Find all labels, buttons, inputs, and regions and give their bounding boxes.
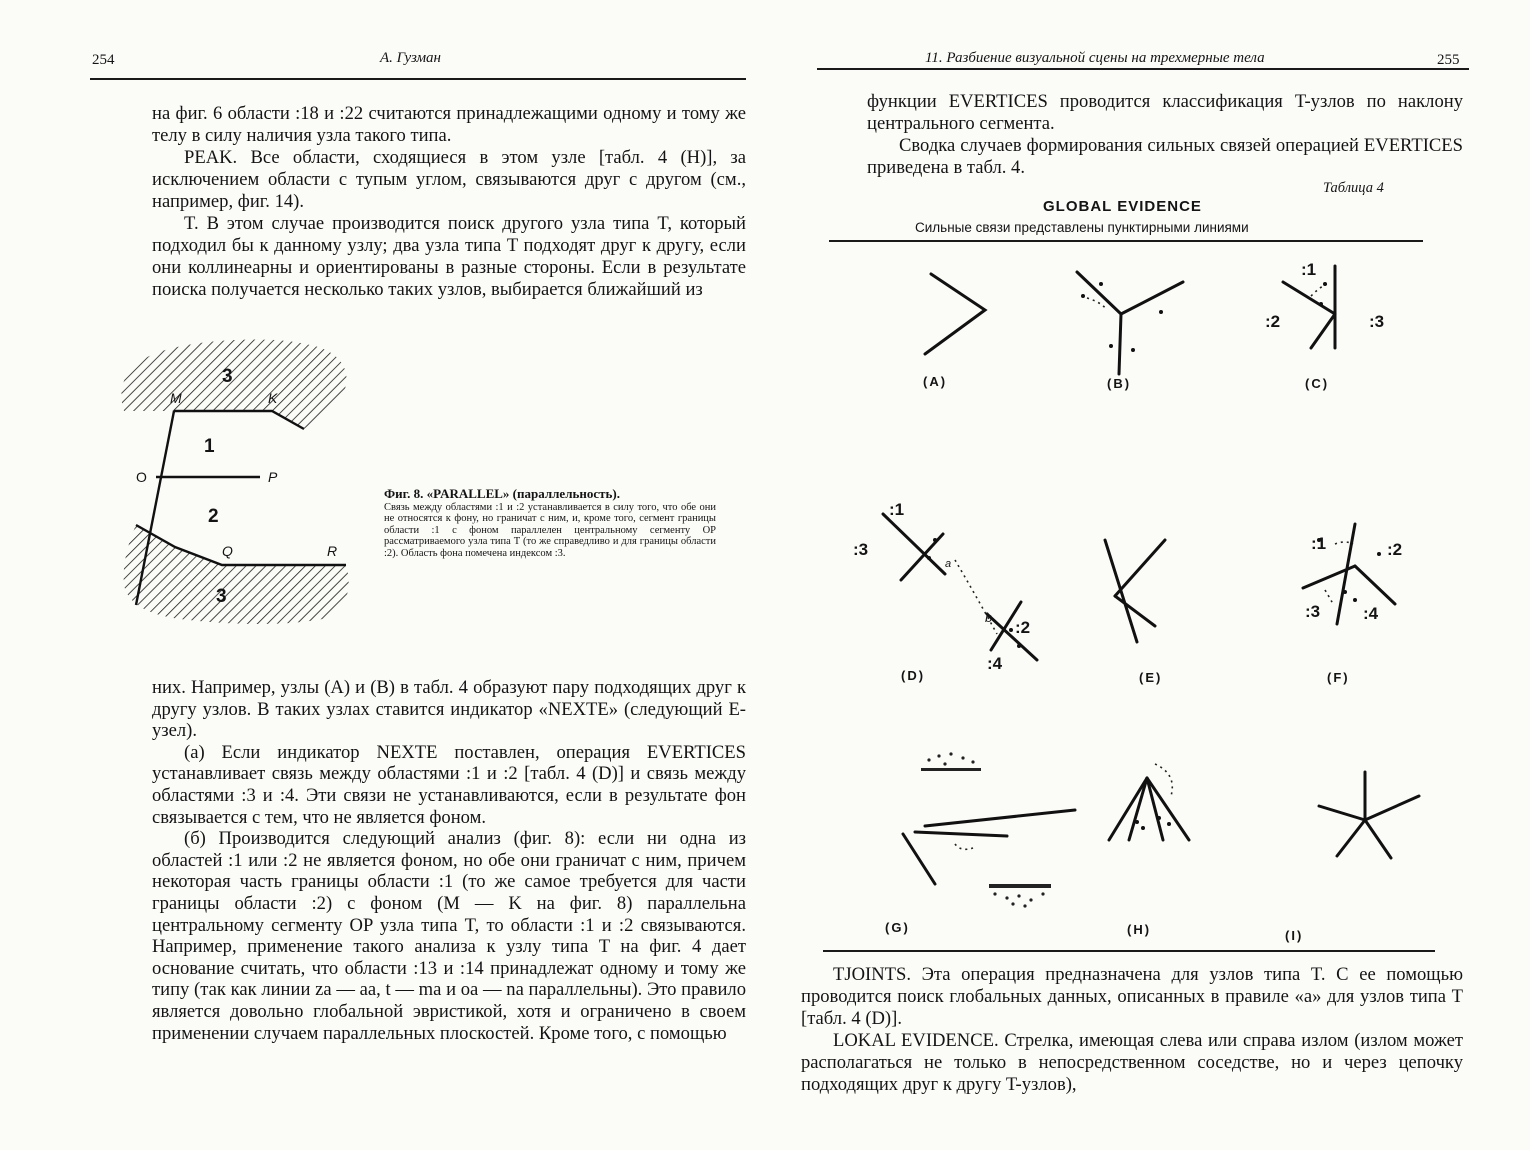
region-dot	[1009, 628, 1013, 632]
table-title: GLOBAL EVIDENCE	[1043, 198, 1202, 215]
point-label: O	[136, 469, 147, 485]
paragraph: TJOINTS. Эта операция предназначена для узлов типа T. С ее помощью проводится поиск глобальных данных, описанных в правиле «а» для узлов типа T [табл. 4 (D)].	[801, 964, 1463, 1029]
region-label: :3	[853, 540, 869, 559]
paragraph: функции EVERTICES проводится классификация T-узлов по наклону центрального сегмента.	[867, 91, 1463, 134]
region-label: 3	[216, 586, 227, 607]
region-dot	[1017, 644, 1021, 648]
paragraph: (а) Если индикатор NEXTE поставлен, операция EVERTICES устанавливает связь между областями :1 и :2 [табл. 4 (D)] и связь между областями :3 и :4. Эти связи не устанавливаются, если в результате фон связывается с тем, что не является фоном.	[152, 741, 746, 828]
region-label: 3	[222, 366, 233, 387]
cell-caption: (B)	[1107, 376, 1132, 391]
region-dot	[1159, 310, 1163, 314]
region-dot	[927, 556, 931, 560]
junction-g	[903, 810, 1075, 884]
junction-h	[1109, 778, 1189, 840]
region-dot	[1319, 302, 1323, 306]
region-label: 1	[204, 436, 215, 457]
point-label: P	[268, 469, 278, 485]
junction-d	[883, 514, 1037, 660]
region-dot	[933, 538, 937, 542]
region-label: :3	[1305, 602, 1321, 621]
table-bottom-rule	[823, 950, 1435, 952]
region-dot	[1141, 826, 1145, 830]
hatched-region-bottom	[124, 525, 349, 624]
point-label: M	[170, 390, 182, 406]
header-rule	[90, 78, 746, 80]
running-header: 11. Разбиение визуальной сцены на трехмерные тела	[925, 50, 1265, 66]
region-dot	[1323, 282, 1327, 286]
region-label: :1	[1311, 534, 1327, 553]
junction-a	[925, 274, 985, 354]
region-dot	[1157, 816, 1161, 820]
point-label: K	[268, 390, 278, 406]
cell-caption: (G)	[885, 920, 910, 935]
paragraph: Сводка случаев формирования сильных связей операцией EVERTICES приведена в табл. 4.	[867, 135, 1463, 178]
region-dot	[1099, 282, 1103, 286]
paragraph: T. В этом случае производится поиск другого узла типа T, который подходил бы к данному узлу; два узла типа T подходят друг к другу, если они коллинеарны и ориентированы в разные стороны. Если в результате поиска получается несколько таких узлов, выбирается ближайший из	[152, 213, 746, 300]
junction-e	[1105, 540, 1165, 642]
page-number: 255	[1437, 52, 1460, 68]
text-block-top	[867, 91, 1463, 179]
cell-caption: (C)	[1305, 376, 1330, 391]
text-block-bottom	[152, 677, 746, 1044]
table-top-rule	[829, 240, 1423, 242]
paragraph: LOKAL EVIDENCE. Стрелка, имеющая слева или справа излом (излом может располагаться не только в непосредственном соседстве, но и через цепочку подходящих друг к другу T-узлов),	[801, 1030, 1463, 1095]
cell-caption: (F)	[1327, 670, 1350, 685]
paragraph: них. Например, узлы (A) и (B) в табл. 4 образуют пару подходящих друг к другу узлов. В таких узлах ставится индикатор «NEXTE» (следующий E-узел).	[152, 677, 746, 742]
region-dot	[1081, 294, 1085, 298]
cell-caption: (I)	[1285, 928, 1304, 943]
region-label: b	[985, 610, 993, 625]
junction-table	[825, 244, 1485, 950]
region-dot	[1377, 552, 1381, 556]
region-label: :1	[889, 500, 905, 519]
region-dot	[1167, 822, 1171, 826]
caption-text: Связь между областями :1 и :2 устанавливается в силу того, что обе они не относятся к фону, но граничат с ним, и, кроме того, сегмент границы области :1 с фоном параллелен центральному сегменту OP рассматриваемого узла типа T (то же справедливо и для границы области :2). Область фона помечена индексом :3.	[384, 501, 716, 559]
region-dot	[1343, 590, 1347, 594]
paragraph: PEAK. Все области, сходящиеся в этом узле [табл. 4 (H)], за исключением области с тупым углом, связываются друг с другом (см., например, фиг. 14).	[152, 147, 746, 212]
region-dot	[1109, 344, 1113, 348]
strong-link	[1325, 590, 1333, 604]
figure-caption	[384, 488, 716, 560]
region-label: :4	[987, 654, 1003, 673]
region-label: :2	[1015, 618, 1031, 637]
header-rule	[817, 68, 1469, 70]
right-page	[765, 0, 1530, 1150]
point-label: R	[327, 543, 338, 559]
strong-link	[955, 844, 973, 849]
cell-caption: (D)	[901, 668, 926, 683]
junction-b	[1077, 272, 1183, 374]
page-number: 254	[92, 52, 115, 68]
stipple-texture	[921, 752, 1051, 907]
region-label: 2	[208, 506, 219, 527]
text-block-bottom	[801, 964, 1463, 1096]
region-label: :2	[1265, 312, 1281, 331]
region-label: :4	[1363, 604, 1379, 623]
cell-caption: (A)	[923, 374, 948, 389]
paragraph: (б) Производится следующий анализ (фиг. 8): если ни одна из областей :1 или :2 не является фоном, но обе они граничат с ним, причем некоторая часть границы области :1 (то же самое требуется для части границы области :2) с фоном (M — K на фиг. 8) параллельна центральному сегменту OP узла типа T, то области :1 и :2 связываются. Например, применение такого анализа к узлу типа T на фиг. 4 дает основание считать, что области :13 и :14 принадлежат одному и тому же типу (так как линии za — aa, t — ma и oa — na параллельны). Это правило является довольно глобальной эвристикой, хотя и ограничено в своем применении случаем параллельных плоскостей. Кроме того, с помощью	[152, 828, 746, 1044]
cell-caption: (E)	[1139, 670, 1163, 685]
region-dot	[1135, 820, 1139, 824]
region-label: :3	[1369, 312, 1385, 331]
hatched-region-top	[121, 340, 346, 430]
figure-8-parallel	[110, 335, 370, 625]
region-label: :1	[1301, 260, 1317, 279]
region-label: a	[945, 558, 952, 570]
junction-i	[1319, 772, 1419, 858]
region-dot	[1353, 598, 1357, 602]
running-header: А. Гузман	[380, 50, 442, 66]
table-subtitle: Сильные связи представлены пунктирными линиями	[915, 220, 1249, 235]
region-label: :2	[1387, 540, 1403, 559]
cell-caption: (H)	[1127, 922, 1152, 937]
paragraph: на фиг. 6 области :18 и :22 считаются принадлежащими одному и тому же телу в силу наличия узла такого типа.	[152, 103, 746, 146]
text-block-top	[152, 103, 746, 301]
caption-title: Фиг. 8. «PARALLEL» (параллельность).	[384, 486, 620, 501]
point-label: Q	[222, 543, 233, 559]
table-label: Таблица 4	[1323, 180, 1384, 196]
region-dot	[1131, 348, 1135, 352]
